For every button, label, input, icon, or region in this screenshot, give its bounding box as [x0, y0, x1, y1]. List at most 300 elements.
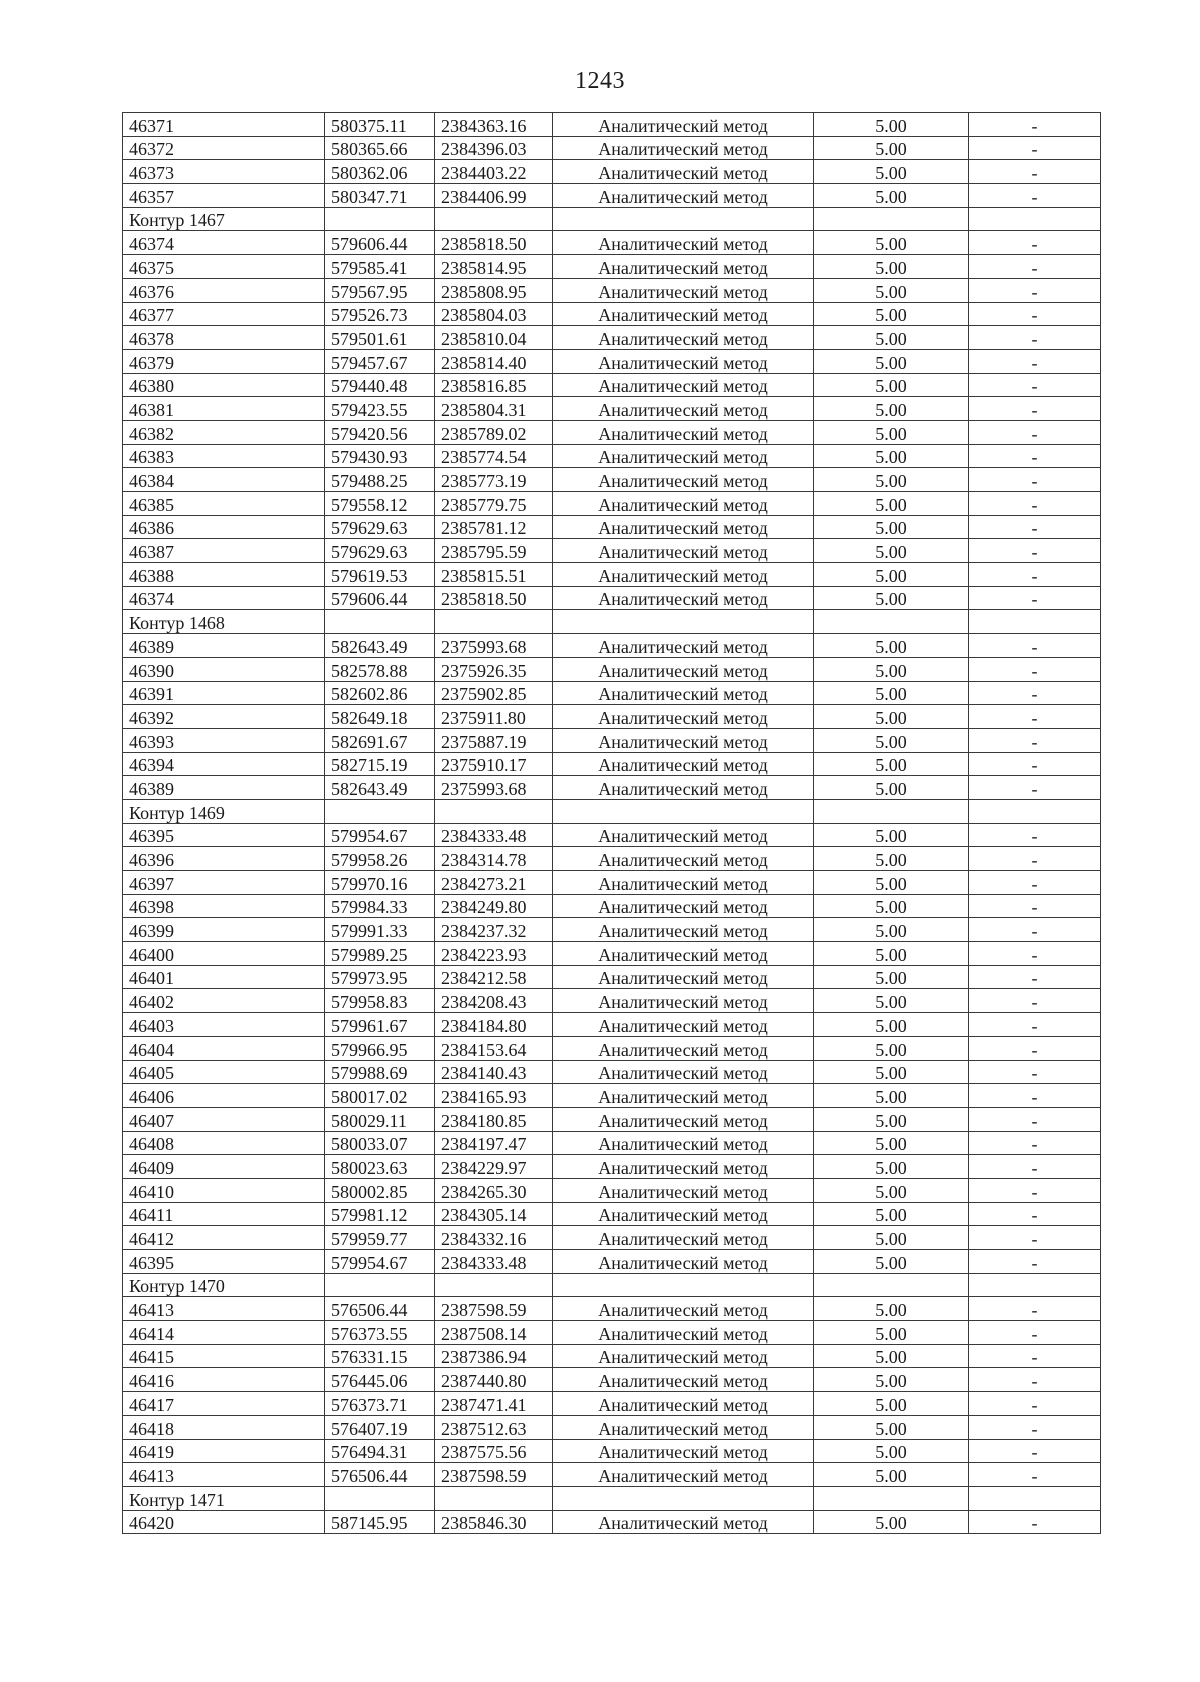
method-cell: Аналитический метод — [553, 681, 814, 705]
coordinates-table — [122, 112, 1101, 1534]
x-coordinate-cell: 579501.61 — [325, 326, 435, 350]
table-row — [123, 989, 1101, 1013]
contour-label: Контур 1467 — [123, 207, 325, 231]
y-coordinate-cell: 2384332.16 — [435, 1226, 553, 1250]
table-row — [123, 823, 1101, 847]
method-cell: Аналитический метод — [553, 871, 814, 895]
y-coordinate-cell: 2385814.40 — [435, 349, 553, 373]
empty-cell — [969, 610, 1101, 634]
method-cell: Аналитический метод — [553, 373, 814, 397]
accuracy-cell: 5.00 — [814, 1036, 969, 1060]
description-cell: - — [969, 1415, 1101, 1439]
method-cell: Аналитический метод — [553, 657, 814, 681]
method-cell: Аналитический метод — [553, 1368, 814, 1392]
point-number-cell: 46373 — [123, 160, 325, 184]
accuracy-cell: 5.00 — [814, 231, 969, 255]
empty-cell — [553, 610, 814, 634]
point-number-cell: 46391 — [123, 681, 325, 705]
description-cell: - — [969, 1250, 1101, 1274]
point-number-cell: 46388 — [123, 563, 325, 587]
accuracy-cell: 5.00 — [814, 681, 969, 705]
accuracy-cell: 5.00 — [814, 373, 969, 397]
accuracy-cell: 5.00 — [814, 160, 969, 184]
description-cell: - — [969, 1321, 1101, 1345]
description-cell: - — [969, 1178, 1101, 1202]
y-coordinate-cell: 2385818.50 — [435, 231, 553, 255]
description-cell: - — [969, 1439, 1101, 1463]
table-row — [123, 1178, 1101, 1202]
accuracy-cell: 5.00 — [814, 1131, 969, 1155]
description-cell: - — [969, 681, 1101, 705]
accuracy-cell: 5.00 — [814, 1250, 969, 1274]
method-cell: Аналитический метод — [553, 586, 814, 610]
table-row — [123, 468, 1101, 492]
y-coordinate-cell: 2384314.78 — [435, 847, 553, 871]
accuracy-cell: 5.00 — [814, 586, 969, 610]
y-coordinate-cell: 2387575.56 — [435, 1439, 553, 1463]
description-cell: - — [969, 1297, 1101, 1321]
method-cell: Аналитический метод — [553, 1131, 814, 1155]
method-cell: Аналитический метод — [553, 349, 814, 373]
accuracy-cell: 5.00 — [814, 1439, 969, 1463]
method-cell: Аналитический метод — [553, 1060, 814, 1084]
table-row — [123, 1297, 1101, 1321]
method-cell: Аналитический метод — [553, 278, 814, 302]
point-number-cell: 46382 — [123, 420, 325, 444]
description-cell: - — [969, 1107, 1101, 1131]
point-number-cell: 46393 — [123, 728, 325, 752]
method-cell: Аналитический метод — [553, 420, 814, 444]
method-cell: Аналитический метод — [553, 136, 814, 160]
point-number-cell: 46377 — [123, 302, 325, 326]
empty-cell — [969, 799, 1101, 823]
description-cell: - — [969, 420, 1101, 444]
description-cell: - — [969, 894, 1101, 918]
accuracy-cell: 5.00 — [814, 634, 969, 658]
x-coordinate-cell: 579423.55 — [325, 397, 435, 421]
table-row — [123, 184, 1101, 208]
x-coordinate-cell: 579606.44 — [325, 231, 435, 255]
point-number-cell: 46399 — [123, 918, 325, 942]
point-number-cell: 46395 — [123, 823, 325, 847]
point-number-cell: 46386 — [123, 515, 325, 539]
x-coordinate-cell: 580023.63 — [325, 1155, 435, 1179]
table-row — [123, 657, 1101, 681]
table-row — [123, 515, 1101, 539]
description-cell: - — [969, 278, 1101, 302]
y-coordinate-cell: 2387512.63 — [435, 1415, 553, 1439]
table-row — [123, 160, 1101, 184]
y-coordinate-cell: 2385804.31 — [435, 397, 553, 421]
description-cell: - — [969, 1036, 1101, 1060]
x-coordinate-cell: 579606.44 — [325, 586, 435, 610]
method-cell: Аналитический метод — [553, 1226, 814, 1250]
x-coordinate-cell: 579958.26 — [325, 847, 435, 871]
description-cell: - — [969, 255, 1101, 279]
description-cell: - — [969, 965, 1101, 989]
x-coordinate-cell: 579440.48 — [325, 373, 435, 397]
description-cell: - — [969, 349, 1101, 373]
x-coordinate-cell: 580029.11 — [325, 1107, 435, 1131]
method-cell: Аналитический метод — [553, 989, 814, 1013]
y-coordinate-cell: 2385808.95 — [435, 278, 553, 302]
y-coordinate-cell: 2385815.51 — [435, 563, 553, 587]
empty-cell — [553, 1486, 814, 1510]
point-number-cell: 46400 — [123, 942, 325, 966]
y-coordinate-cell: 2384223.93 — [435, 942, 553, 966]
contour-header-row — [123, 610, 1101, 634]
method-cell: Аналитический метод — [553, 823, 814, 847]
description-cell: - — [969, 705, 1101, 729]
x-coordinate-cell: 580347.71 — [325, 184, 435, 208]
y-coordinate-cell: 2384212.58 — [435, 965, 553, 989]
x-coordinate-cell: 579988.69 — [325, 1060, 435, 1084]
table-row — [123, 1202, 1101, 1226]
y-coordinate-cell: 2384406.99 — [435, 184, 553, 208]
table-row — [123, 563, 1101, 587]
description-cell: - — [969, 1155, 1101, 1179]
x-coordinate-cell: 579430.93 — [325, 444, 435, 468]
description-cell: - — [969, 752, 1101, 776]
coordinates-table-body — [123, 113, 1101, 1534]
method-cell: Аналитический метод — [553, 1036, 814, 1060]
accuracy-cell: 5.00 — [814, 1297, 969, 1321]
point-number-cell: 46416 — [123, 1368, 325, 1392]
description-cell: - — [969, 326, 1101, 350]
x-coordinate-cell: 580002.85 — [325, 1178, 435, 1202]
x-coordinate-cell: 580375.11 — [325, 113, 435, 137]
y-coordinate-cell: 2384403.22 — [435, 160, 553, 184]
table-row — [123, 492, 1101, 516]
method-cell: Аналитический метод — [553, 1415, 814, 1439]
table-row — [123, 634, 1101, 658]
method-cell: Аналитический метод — [553, 468, 814, 492]
empty-cell — [814, 1273, 969, 1297]
empty-cell — [435, 207, 553, 231]
description-cell: - — [969, 160, 1101, 184]
y-coordinate-cell: 2384229.97 — [435, 1155, 553, 1179]
x-coordinate-cell: 576407.19 — [325, 1415, 435, 1439]
accuracy-cell: 5.00 — [814, 397, 969, 421]
point-number-cell: 46357 — [123, 184, 325, 208]
point-number-cell: 46383 — [123, 444, 325, 468]
x-coordinate-cell: 579984.33 — [325, 894, 435, 918]
x-coordinate-cell: 579966.95 — [325, 1036, 435, 1060]
y-coordinate-cell: 2385816.85 — [435, 373, 553, 397]
point-number-cell: 46376 — [123, 278, 325, 302]
point-number-cell: 46403 — [123, 1013, 325, 1037]
accuracy-cell: 5.00 — [814, 1368, 969, 1392]
accuracy-cell: 5.00 — [814, 1178, 969, 1202]
description-cell: - — [969, 728, 1101, 752]
description-cell: - — [969, 184, 1101, 208]
method-cell: Аналитический метод — [553, 515, 814, 539]
description-cell: - — [969, 492, 1101, 516]
empty-cell — [325, 799, 435, 823]
y-coordinate-cell: 2385773.19 — [435, 468, 553, 492]
x-coordinate-cell: 582643.49 — [325, 634, 435, 658]
table-row — [123, 1107, 1101, 1131]
description-cell: - — [969, 942, 1101, 966]
x-coordinate-cell: 576494.31 — [325, 1439, 435, 1463]
y-coordinate-cell: 2384140.43 — [435, 1060, 553, 1084]
x-coordinate-cell: 579954.67 — [325, 1250, 435, 1274]
accuracy-cell: 5.00 — [814, 563, 969, 587]
method-cell: Аналитический метод — [553, 752, 814, 776]
description-cell: - — [969, 989, 1101, 1013]
point-number-cell: 46395 — [123, 1250, 325, 1274]
point-number-cell: 46379 — [123, 349, 325, 373]
x-coordinate-cell: 582715.19 — [325, 752, 435, 776]
accuracy-cell: 5.00 — [814, 1321, 969, 1345]
method-cell: Аналитический метод — [553, 113, 814, 137]
contour-label: Контур 1470 — [123, 1273, 325, 1297]
method-cell: Аналитический метод — [553, 444, 814, 468]
table-row — [123, 1415, 1101, 1439]
accuracy-cell: 5.00 — [814, 894, 969, 918]
accuracy-cell: 5.00 — [814, 468, 969, 492]
method-cell: Аналитический метод — [553, 231, 814, 255]
method-cell: Аналитический метод — [553, 634, 814, 658]
point-number-cell: 46392 — [123, 705, 325, 729]
method-cell: Аналитический метод — [553, 397, 814, 421]
empty-cell — [969, 1486, 1101, 1510]
table-row — [123, 326, 1101, 350]
table-row — [123, 1155, 1101, 1179]
point-number-cell: 46372 — [123, 136, 325, 160]
method-cell: Аналитический метод — [553, 1439, 814, 1463]
y-coordinate-cell: 2385846.30 — [435, 1510, 553, 1534]
description-cell: - — [969, 1463, 1101, 1487]
description-cell: - — [969, 1131, 1101, 1155]
method-cell: Аналитический метод — [553, 539, 814, 563]
method-cell: Аналитический метод — [553, 1155, 814, 1179]
description-cell: - — [969, 397, 1101, 421]
y-coordinate-cell: 2375993.68 — [435, 634, 553, 658]
accuracy-cell: 5.00 — [814, 752, 969, 776]
x-coordinate-cell: 579488.25 — [325, 468, 435, 492]
x-coordinate-cell: 579585.41 — [325, 255, 435, 279]
accuracy-cell: 5.00 — [814, 302, 969, 326]
description-cell: - — [969, 1344, 1101, 1368]
method-cell: Аналитический метод — [553, 1202, 814, 1226]
x-coordinate-cell: 576506.44 — [325, 1297, 435, 1321]
x-coordinate-cell: 582691.67 — [325, 728, 435, 752]
table-row — [123, 942, 1101, 966]
accuracy-cell: 5.00 — [814, 1155, 969, 1179]
method-cell: Аналитический метод — [553, 1250, 814, 1274]
point-number-cell: 46378 — [123, 326, 325, 350]
y-coordinate-cell: 2387598.59 — [435, 1297, 553, 1321]
method-cell: Аналитический метод — [553, 492, 814, 516]
method-cell: Аналитический метод — [553, 160, 814, 184]
x-coordinate-cell: 576331.15 — [325, 1344, 435, 1368]
description-cell: - — [969, 1060, 1101, 1084]
x-coordinate-cell: 580033.07 — [325, 1131, 435, 1155]
y-coordinate-cell: 2385781.12 — [435, 515, 553, 539]
point-number-cell: 46385 — [123, 492, 325, 516]
description-cell: - — [969, 1084, 1101, 1108]
method-cell: Аналитический метод — [553, 255, 814, 279]
empty-cell — [553, 207, 814, 231]
method-cell: Аналитический метод — [553, 563, 814, 587]
table-row — [123, 349, 1101, 373]
accuracy-cell: 5.00 — [814, 942, 969, 966]
table-row — [123, 1321, 1101, 1345]
x-coordinate-cell: 582578.88 — [325, 657, 435, 681]
description-cell: - — [969, 1226, 1101, 1250]
method-cell: Аналитический метод — [553, 326, 814, 350]
method-cell: Аналитический метод — [553, 1344, 814, 1368]
description-cell: - — [969, 563, 1101, 587]
accuracy-cell: 5.00 — [814, 776, 969, 800]
point-number-cell: 46390 — [123, 657, 325, 681]
point-number-cell: 46374 — [123, 231, 325, 255]
point-number-cell: 46406 — [123, 1084, 325, 1108]
y-coordinate-cell: 2385814.95 — [435, 255, 553, 279]
description-cell: - — [969, 1202, 1101, 1226]
table-row — [123, 871, 1101, 895]
method-cell: Аналитический метод — [553, 918, 814, 942]
y-coordinate-cell: 2384249.80 — [435, 894, 553, 918]
table-row — [123, 1392, 1101, 1416]
empty-cell — [969, 1273, 1101, 1297]
table-row — [123, 1131, 1101, 1155]
accuracy-cell: 5.00 — [814, 136, 969, 160]
table-row — [123, 1084, 1101, 1108]
point-number-cell: 46411 — [123, 1202, 325, 1226]
point-number-cell: 46419 — [123, 1439, 325, 1463]
table-row — [123, 1463, 1101, 1487]
description-cell: - — [969, 136, 1101, 160]
empty-cell — [325, 1486, 435, 1510]
method-cell: Аналитический метод — [553, 302, 814, 326]
table-row — [123, 705, 1101, 729]
description-cell: - — [969, 1392, 1101, 1416]
point-number-cell: 46380 — [123, 373, 325, 397]
method-cell: Аналитический метод — [553, 728, 814, 752]
method-cell: Аналитический метод — [553, 1178, 814, 1202]
accuracy-cell: 5.00 — [814, 847, 969, 871]
point-number-cell: 46384 — [123, 468, 325, 492]
y-coordinate-cell: 2384180.85 — [435, 1107, 553, 1131]
table-row — [123, 420, 1101, 444]
contour-label: Контур 1469 — [123, 799, 325, 823]
method-cell: Аналитический метод — [553, 1510, 814, 1534]
point-number-cell: 46374 — [123, 586, 325, 610]
point-number-cell: 46396 — [123, 847, 325, 871]
description-cell: - — [969, 586, 1101, 610]
y-coordinate-cell: 2384305.14 — [435, 1202, 553, 1226]
empty-cell — [814, 610, 969, 634]
y-coordinate-cell: 2384333.48 — [435, 1250, 553, 1274]
table-row — [123, 776, 1101, 800]
x-coordinate-cell: 579420.56 — [325, 420, 435, 444]
accuracy-cell: 5.00 — [814, 1510, 969, 1534]
point-number-cell: 46420 — [123, 1510, 325, 1534]
accuracy-cell: 5.00 — [814, 1344, 969, 1368]
y-coordinate-cell: 2387440.80 — [435, 1368, 553, 1392]
point-number-cell: 46397 — [123, 871, 325, 895]
y-coordinate-cell: 2385810.04 — [435, 326, 553, 350]
accuracy-cell: 5.00 — [814, 728, 969, 752]
table-row — [123, 1510, 1101, 1534]
table-row — [123, 373, 1101, 397]
table-row — [123, 1344, 1101, 1368]
accuracy-cell: 5.00 — [814, 1060, 969, 1084]
table-row — [123, 1013, 1101, 1037]
y-coordinate-cell: 2375902.85 — [435, 681, 553, 705]
method-cell: Аналитический метод — [553, 1392, 814, 1416]
x-coordinate-cell: 580362.06 — [325, 160, 435, 184]
y-coordinate-cell: 2375887.19 — [435, 728, 553, 752]
method-cell: Аналитический метод — [553, 1463, 814, 1487]
table-row — [123, 1036, 1101, 1060]
table-row — [123, 728, 1101, 752]
y-coordinate-cell: 2384396.03 — [435, 136, 553, 160]
point-number-cell: 46402 — [123, 989, 325, 1013]
table-row — [123, 586, 1101, 610]
x-coordinate-cell: 579961.67 — [325, 1013, 435, 1037]
x-coordinate-cell: 579989.25 — [325, 942, 435, 966]
y-coordinate-cell: 2387471.41 — [435, 1392, 553, 1416]
x-coordinate-cell: 579958.83 — [325, 989, 435, 1013]
table-row — [123, 752, 1101, 776]
y-coordinate-cell: 2375911.80 — [435, 705, 553, 729]
contour-header-row — [123, 1486, 1101, 1510]
point-number-cell: 46418 — [123, 1415, 325, 1439]
accuracy-cell: 5.00 — [814, 1107, 969, 1131]
y-coordinate-cell: 2384333.48 — [435, 823, 553, 847]
accuracy-cell: 5.00 — [814, 420, 969, 444]
point-number-cell: 46405 — [123, 1060, 325, 1084]
accuracy-cell: 5.00 — [814, 278, 969, 302]
y-coordinate-cell: 2387598.59 — [435, 1463, 553, 1487]
table-row — [123, 302, 1101, 326]
table-row — [123, 278, 1101, 302]
table-row — [123, 1439, 1101, 1463]
method-cell: Аналитический метод — [553, 1297, 814, 1321]
description-cell: - — [969, 1013, 1101, 1037]
point-number-cell: 46415 — [123, 1344, 325, 1368]
table-row — [123, 1060, 1101, 1084]
empty-cell — [325, 610, 435, 634]
method-cell: Аналитический метод — [553, 847, 814, 871]
point-number-cell: 46412 — [123, 1226, 325, 1250]
table-row — [123, 1368, 1101, 1392]
y-coordinate-cell: 2375993.68 — [435, 776, 553, 800]
x-coordinate-cell: 579970.16 — [325, 871, 435, 895]
accuracy-cell: 5.00 — [814, 444, 969, 468]
y-coordinate-cell: 2384273.21 — [435, 871, 553, 895]
accuracy-cell: 5.00 — [814, 1202, 969, 1226]
x-coordinate-cell: 582649.18 — [325, 705, 435, 729]
point-number-cell: 46389 — [123, 776, 325, 800]
y-coordinate-cell: 2385804.03 — [435, 302, 553, 326]
accuracy-cell: 5.00 — [814, 1226, 969, 1250]
empty-cell — [553, 1273, 814, 1297]
accuracy-cell: 5.00 — [814, 989, 969, 1013]
empty-cell — [969, 207, 1101, 231]
y-coordinate-cell: 2385774.54 — [435, 444, 553, 468]
point-number-cell: 46387 — [123, 539, 325, 563]
description-cell: - — [969, 302, 1101, 326]
accuracy-cell: 5.00 — [814, 918, 969, 942]
contour-label: Контур 1468 — [123, 610, 325, 634]
point-number-cell: 46410 — [123, 1178, 325, 1202]
description-cell: - — [969, 657, 1101, 681]
empty-cell — [325, 1273, 435, 1297]
